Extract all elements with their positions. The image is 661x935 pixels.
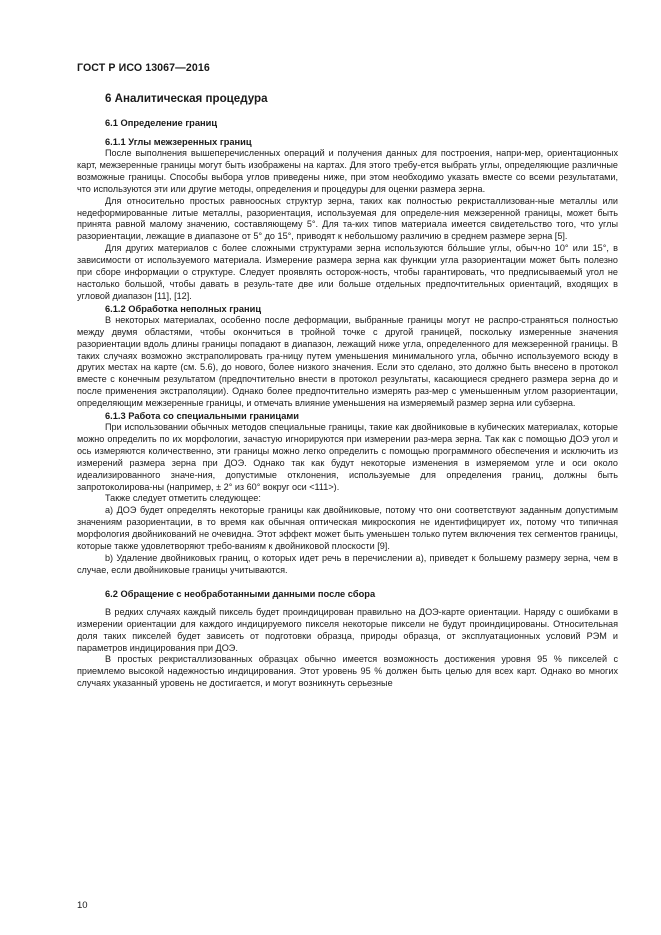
page-content: [77, 92, 618, 690]
list-item: b) Удаление двойниковых границ, о которых идет речь в перечислении a), приведет к большему размеру зерна, чем в случае, если двойниковые границы учитываются.: [77, 553, 618, 575]
subsection-title-6-1: 6.1 Определение границ: [105, 118, 218, 128]
page-number: 10: [77, 900, 88, 911]
document-header: ГОСТ Р ИСО 13067—2016: [77, 62, 210, 74]
section-title: 6 Аналитическая процедура: [105, 92, 268, 105]
subsection-title-6-1-2: 6.1.2 Обработка неполных границ: [105, 303, 262, 314]
paragraph: В некоторых материалах, особенно после деформации, выбранные границы могут не распро-страняться полностью между двумя областями, чтобы окончиться в тройной точке с другой границей, поскольку измеренные значения разориентации вдоль длины границы попадают в диапазон, лежащий ниже угла, определенного для межзеренной границы. В таких случаях возможно экстраполировать гра-ницу путем уменьшения минимального угла, обычно используемого всюду в других местах на карте (см. 5.6), до нового, более низкого значения. Если это сделано, это должно быть внесено в протокол вместе с конечным результатом (предпочтительно внести в протокол результаты, касающиеся среднего размера зерна до и после применения экстраполяции). Однако более предпочтительно измерять раз-мер с уменьшенным углом разориентации, определяющим межзеренные границы, и отмечать влияние уменьшения на измеряемый размер зерна или субзерна.: [77, 314, 618, 409]
paragraph: Также следует отметить следующее:: [105, 493, 261, 504]
paragraph: Для относительно простых равноосных структур зерна, таких как полностью рекристаллизован-ные металлы или недеформированные литые металлы, разориентация, используемая для определе-ния межзеренной границы, может быть принята равной малому значению, составляющему 5°. Для та-ких типов материала имеется свидетельство того, что углы разориентации, лежащие в диапазоне от 5° до 15°, приводят к небольшому различию в среднем размере зерна [5].: [77, 195, 618, 242]
subsection-title-6-1-3: 6.1.3 Работа со специальными границами: [105, 411, 299, 422]
paragraph: При использовании обычных методов специальные границы, такие как двойниковые в кубических материалах, которые можно определить по их морфологии, зачастую игнорируются при измерении раз-мера зерна. Так как с помощью ДОЭ угол и ось измеряются количественно, эти границы можно легко определить с помощью программного обеспечения и исключить из измерений размера зерна при ДОЭ. Однако так как будут некоторые изменения в измеряемом угле и оси около идеализированного значе-ния, допустимые отклонения, используемые для определения границ, должны быть запротоколирова-ны (например, ± 2° из 60° вокруг оси <111>).: [77, 422, 618, 492]
subsection-title-6-1-1: 6.1.1 Углы межзеренных границ: [105, 137, 252, 147]
paragraph: В простых рекристаллизованных образцах обычно имеется возможность достижения уровня 95 % пикселей с приемлемо высокой надежностью индицирования. Этот уровень 95 % должен быть целью для всех карт. Однако во многих случаях указанный уровень не достигается, и могут возникнуть серьезные: [77, 654, 618, 689]
paragraph: После выполнения вышеперечисленных операций и получения данных для построения, напри-мер, ориентационных карт, межзеренные границы могут быть изображены на картах. Для этого требу-ется выбрать углы, определяющие различные возможные границы. Способы выбора углов приведены ниже, при этом необходимо указать вместе со всеми результатами, что используются эти или другие методы, определения и процедуры для оценки размера зерна.: [77, 148, 618, 194]
list-item: a) ДОЭ будет определять некоторые границы как двойниковые, потому что они соответствуют заданным допустимым значениям разориентации, в то время как обычная оптическая микроскопия не идентифицирует их, потому что типичная морфология двойникований не очевидна. Этот эффект может быть уменьшен только путем включения тех сегментов границы, которые также удовлетворяют требо-ваниям к двойниковой плоскости [9].: [77, 505, 618, 552]
paragraph: В редких случаях каждый пиксель будет проиндицирован правильно на ДОЭ-карте ориентации. Наряду с ошибками в измерении ориентации для каждого индицируемого пикселя некоторые пиксели не будут проиндицированы. Относительная доля таких пикселей будет зависеть от подготовки образца, природы образца, от эксплуатационных условий РЭМ и параметров индицирования при ДОЭ.: [77, 606, 618, 653]
subsection-title-6-2: 6.2 Обращение с необработанными данными после сбора: [105, 588, 376, 599]
paragraph: Для других материалов с более сложными структурами зерна используются бо́льшие углы, обыч-но 10° или 15°, в зависимости от используемого материала. Измерение размера зерна как функции угла разориентации может быть полезно при сборе информации о структуре. Следует проявлять осторож-ность, чтобы гарантировать, что предписываемый угол не настолько большой, чтобы давать в резуль-тате две или больше отдельных предпочтительных ориентаций, входящих в угловой диапазон [11], [12].: [77, 243, 618, 301]
